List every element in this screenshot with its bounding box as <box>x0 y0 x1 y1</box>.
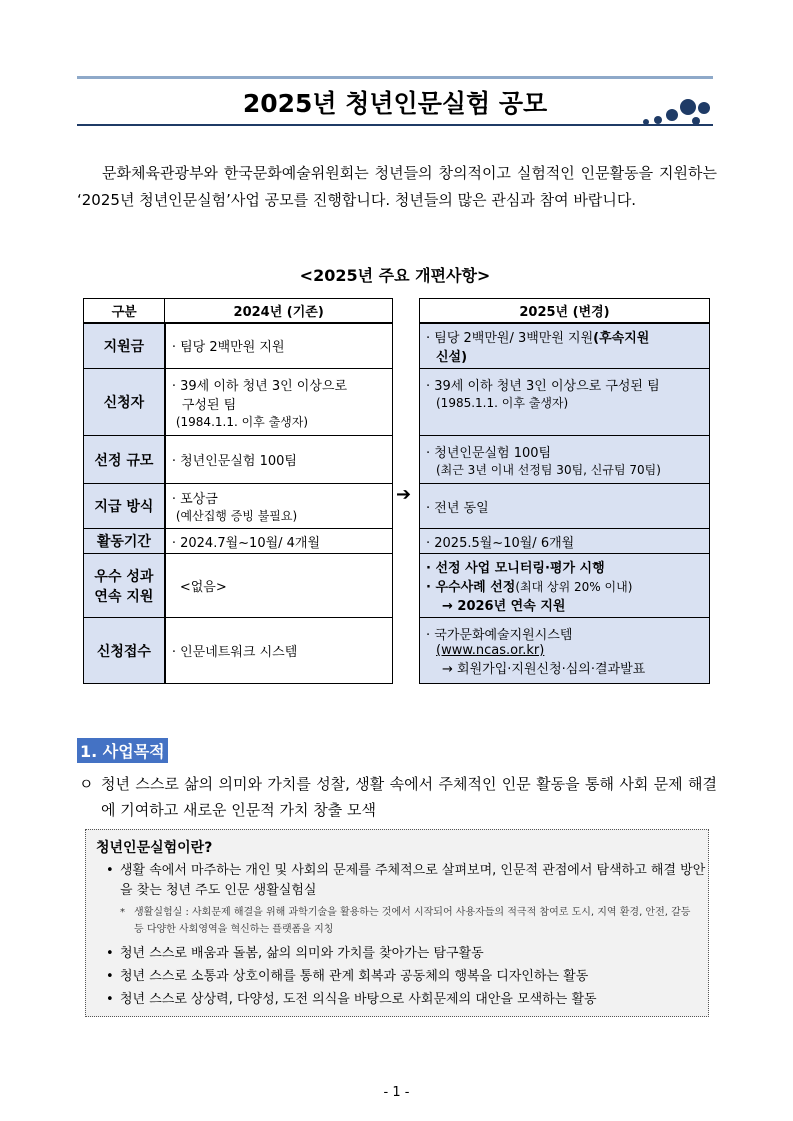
page-title: 2025년 청년인문실험 공모 <box>242 89 548 118</box>
changes-heading: <2025년 주요 개편사항> <box>299 266 491 285</box>
table-row: 신청접수 · 인문네트워크 시스템 <box>84 618 393 684</box>
table-2025 <box>419 298 710 684</box>
col-header-2025: 2025년 (변경) <box>420 299 710 323</box>
table-row: 우수 성과 연속 지원 <없음> <box>84 554 393 618</box>
table-row: 선정 규모 · 청년인문실험 100팀 <box>84 436 393 484</box>
table-row: 신청자 · 39세 이하 청년 3인 이상으로 구성된 팀 (1984.1.1. 이후 출생자) <box>84 369 393 436</box>
decorative-dots-icon <box>632 98 714 126</box>
table-row: · 선정 사업 모니터링·평가 시행 · 우수사례 선정(최대 상위 20% 이내) → 2026년 연속 지원 <box>420 554 710 618</box>
table-row: 활동기간 · 2024.7월~10월/ 4개월 <box>84 529 393 554</box>
list-item: • 청년 스스로 배움과 돌봄, 삶의 의미와 가치를 찾아가는 탐구활동 <box>106 946 484 961</box>
table-row: · 전년 동일 <box>420 484 710 529</box>
top-rule <box>77 76 713 79</box>
table-2024 <box>83 298 393 684</box>
col-header-category: 구분 <box>84 299 165 323</box>
table-row: 지급 방식 · 포상금 (예산집행 증빙 불필요) <box>84 484 393 529</box>
title-rule <box>77 124 713 126</box>
table-row: · 국가문화예술지원시스템 (www.ncas.or.kr) → 회원가입·지원신청·심의·결과발표 <box>420 618 710 684</box>
table-row: · 팀당 2백만원/ 3백만원 지원(후속지원 신설) <box>420 323 710 369</box>
footnote: * 생활실험실 : 사회문제 해결을 위해 과학기술을 활용하는 것에서 시작되어 사용자들의 적극적 참여로 도시, 지역 환경, 안전, 갈등 등 다양한 사회영역을 혁신하는 플랫폼을 지칭 <box>120 907 691 935</box>
table-row: · 39세 이하 청년 3인 이상으로 구성된 팀 (1985.1.1. 이후 출생자) <box>420 369 710 436</box>
definition-box <box>85 829 709 1017</box>
intro-paragraph: 문화체육관광부와 한국문화예술위원회는 청년들의 창의적이고 실험적인 인문활동을 지원하는 ‘2025년 청년인문실험’사업 공모를 진행합니다. 청년들의 많은 관심과 참여 바랍니다. <box>77 164 717 209</box>
box-title: 청년인문실험이란? <box>96 840 213 856</box>
list-item: • 생활 속에서 마주하는 개인 및 사회의 문제를 주체적으로 살펴보며, 인문적 관점에서 탐색하고 해결 방안을 찾는 청년 주도 인문 생활실험실 <box>106 863 706 898</box>
list-item: • 청년 스스로 상상력, 다양성, 도전 의식을 바탕으로 사회문제의 대안을 모색하는 활동 <box>106 992 597 1007</box>
col-header-2024: 2024년 (기존) <box>165 299 393 323</box>
ncas-link[interactable]: (www.ncas.or.kr) <box>436 643 545 658</box>
purpose-bullet: ㅇ 청년 스스로 삶의 의미와 가치를 성찰, 생활 속에서 주체적인 인문 활동을 통해 사회 문제 해결에 기여하고 새로운 인문적 가치 창출 모색 <box>77 771 717 823</box>
table-row: · 2025.5월~10월/ 6개월 <box>420 529 710 554</box>
list-item: • 청년 스스로 소통과 상호이해를 통해 관계 회복과 공동체의 행복을 디자인하는 활동 <box>106 969 589 984</box>
table-row: 지원금 · 팀당 2백만원 지원 <box>84 323 393 369</box>
section-heading-purpose: 1. 사업목적 <box>77 738 168 763</box>
arrow-right-icon: ➔ <box>396 484 412 505</box>
page-number: - 1 - <box>383 1085 410 1100</box>
circle-bullet-icon: ㅇ <box>79 775 94 793</box>
table-row: · 청년인문실험 100팀 (최근 3년 이내 선정팀 30팀, 신규팀 70팀) <box>420 436 710 484</box>
